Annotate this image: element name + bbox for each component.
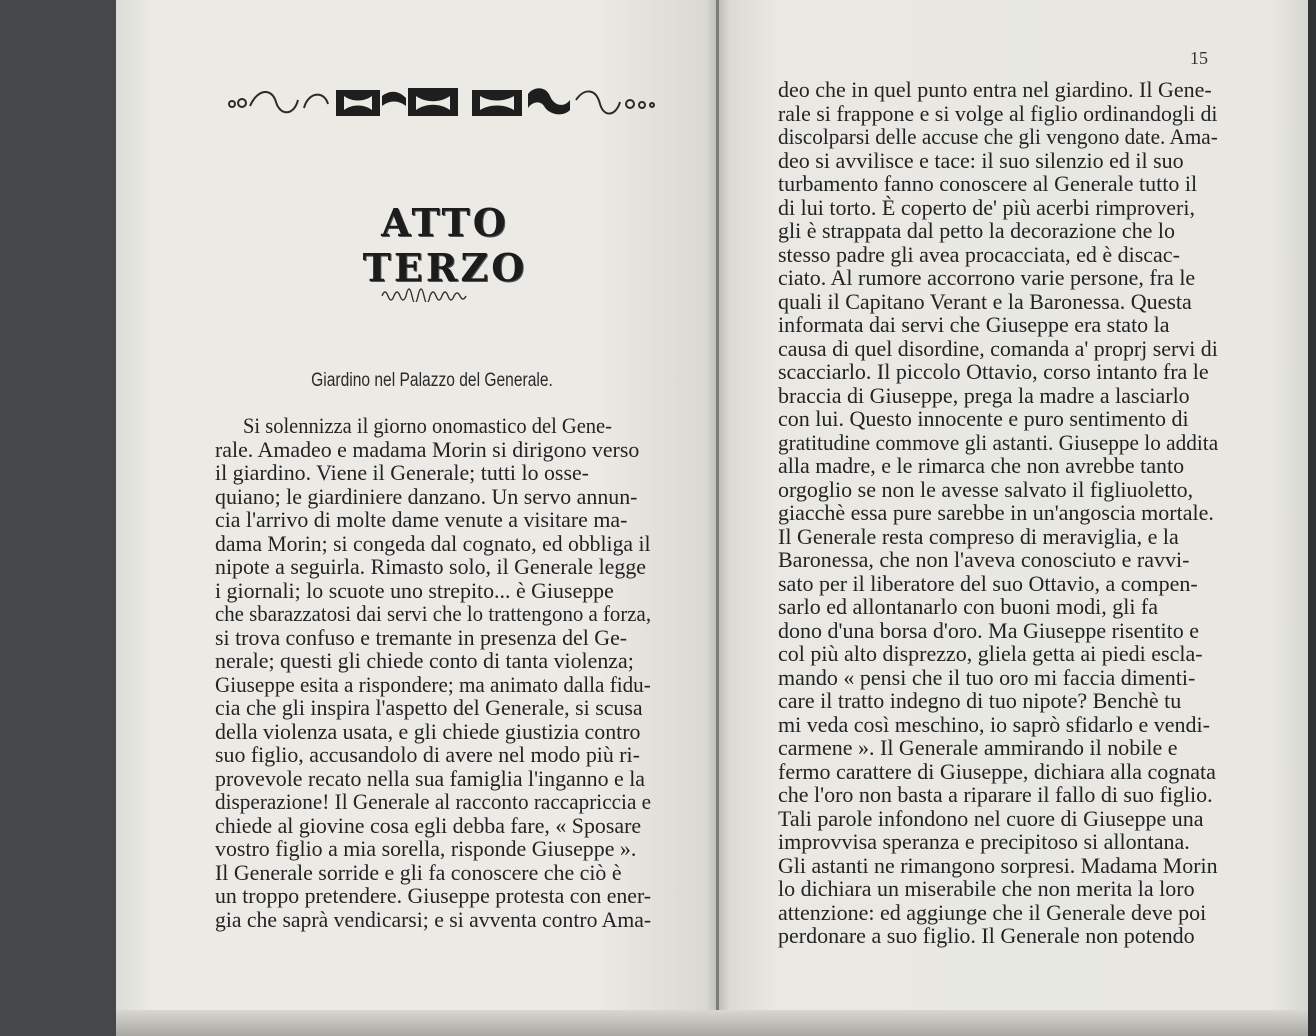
text-line: vostro figlio a mia sorella, risponde Giuseppe ». xyxy=(215,836,637,861)
text-line: alla madre, e le rimarca che non avrebbe tanto xyxy=(778,453,1185,478)
text-line: il giardino. Viene il Generale; tutti lo osse- xyxy=(215,460,589,485)
text-line: scacciarlo. Il piccolo Ottavio, corso intanto fra le xyxy=(778,359,1209,384)
text-line: con lui. Questo innocente e puro sentimento di xyxy=(778,406,1189,431)
text-line: sato per il liberatore del suo Ottavio, a compen- xyxy=(778,570,1198,596)
left-page-text xyxy=(215,414,653,931)
text-line: carmene ». Il Generale ammirando il nobile e xyxy=(778,735,1178,760)
scene-setting: Giardino nel Palazzo del Generale. xyxy=(311,370,553,391)
page-number: 15 xyxy=(1190,48,1208,68)
text-line: informata dai servi che Giuseppe era stato la xyxy=(778,312,1170,337)
text-line: dono d'una borsa d'oro. Ma Giuseppe risentito e xyxy=(778,617,1199,643)
decorative-header-ornament xyxy=(224,78,656,126)
text-line: suo figlio, accusandolo di avere nel modo più ri- xyxy=(215,742,640,767)
text-line: Gli astanti ne rimangono sorpresi. Madama Morin xyxy=(778,852,1218,878)
text-line: chiede al giovine cosa egli debba fare, « Sposare xyxy=(215,812,642,838)
text-line: improvvisa speranza e precipitoso si allontana. xyxy=(778,829,1190,854)
text-line: gratitudine commove gli astanti. Giuseppe lo addita xyxy=(778,429,1219,455)
text-line: mando « pensi che il tuo oro mi faccia dimenti- xyxy=(778,664,1196,690)
text-line: nerale; questi gli chiede conto di tanta violenza; xyxy=(215,648,634,673)
text-line: quali il Capitano Verant e la Baronessa. Questa xyxy=(778,288,1192,314)
text-line: mi veda così meschino, io saprò sfidarlo e vendi- xyxy=(778,711,1210,737)
text-line: Giuseppe esita a rispondere; ma animato dalla fidu- xyxy=(215,671,651,697)
text-line: dama Morin; si congeda dal cognato, ed obbliga il xyxy=(215,530,651,556)
decorative-squiggle xyxy=(380,284,490,302)
text-line: cia l'arrivo di molte dame venute a visitare ma- xyxy=(215,507,628,532)
text-line: un troppo pretendere. Giuseppe protesta con ener- xyxy=(215,883,652,908)
act-title: ATTO TERZO xyxy=(362,200,528,290)
text-line: giacchè essa pure sarebbe in un'angoscia mortale. xyxy=(778,500,1214,525)
text-line: nipote a seguirla. Rimasto solo, il Generale legge xyxy=(215,554,647,579)
text-line: Il Generale sorride e gli fa conoscere che ciò è xyxy=(215,859,622,885)
text-line: Tali parole infondono nel cuore di Giuseppe una xyxy=(778,805,1204,831)
text-line: deo si avvilisce e tace: il suo silenzio ed il suo xyxy=(778,147,1184,173)
page-bottom-edge xyxy=(116,1010,1308,1036)
text-line: perdonare a suo figlio. Il Generale non potendo xyxy=(778,923,1195,948)
text-line: lo dichiara un miserabile che non merita la loro xyxy=(778,876,1195,901)
text-line: deo che in quel punto entra nel giardino. Il Gene- xyxy=(778,77,1212,102)
text-line: provevole recato nella sua famiglia l'inganno e la xyxy=(215,765,646,791)
text-line: Baronessa, che non l'aveva conosciuto e ravvi- xyxy=(778,547,1190,572)
text-line: gli è strappata dal petto la decorazione che lo xyxy=(778,218,1176,243)
text-line: orgoglio se non le avesse salvato il figliuoletto, xyxy=(778,476,1194,502)
text-line: ciato. Al rumore accorrono varie persone, fra le xyxy=(778,265,1196,290)
text-line: sarlo ed allontanarlo con buoni modi, gli fa xyxy=(778,594,1159,619)
text-line: di lui torto. È coperto de' più acerbi rimproveri, xyxy=(778,194,1195,220)
text-line: turbamento fanno conoscere al Generale tutto il xyxy=(778,171,1198,196)
text-line: rale si frappone e si volge al figlio ordinandogli di xyxy=(778,100,1218,126)
book-binding xyxy=(0,0,118,1036)
right-page-text xyxy=(778,78,1218,948)
text-line: col più alto disprezzo, gliela getta ai piedi escla- xyxy=(778,641,1203,666)
text-line: quiano; le giardiniere danzano. Un servo annun- xyxy=(215,483,638,509)
text-line: che l'oro non basta a riparare il fallo di suo figlio. xyxy=(778,782,1213,807)
text-line: cia che gli inspira l'aspetto del Generale, si scusa xyxy=(215,695,643,720)
text-line: discolparsi delle accuse che gli vengono date. Ama- xyxy=(778,124,1218,149)
text-line: Il Generale resta compreso di meraviglia, e la xyxy=(778,523,1179,549)
text-line: care il tratto indegno di tuo nipote? Benchè tu xyxy=(778,688,1182,713)
text-line: disperazione! Il Generale al racconto raccapriccia e xyxy=(215,789,652,814)
text-line: si trova confuso e tremante in presenza del Ge- xyxy=(215,624,628,650)
text-line: stesso padre gli avea procacciata, ed è discac- xyxy=(778,241,1180,267)
text-line: braccia di Giuseppe, prega la madre a lasciarlo xyxy=(778,382,1190,408)
text-line: attenzione: ed aggiunge che il Generale deve poi xyxy=(778,899,1207,925)
text-line: che sbarazzatosi dai servi che lo trattengono a forza, xyxy=(215,601,652,626)
text-line: Si solennizza il giorno onomastico del Gene- xyxy=(243,413,612,438)
text-line: i giornali; lo scuote uno strepito... è Giuseppe xyxy=(215,577,614,603)
text-line: rale. Amadeo e madama Morin si dirigono verso xyxy=(215,436,640,462)
page-gutter xyxy=(716,0,719,1036)
text-line: causa di quel disordine, comanda a' proprj servi di xyxy=(778,335,1218,361)
text-line: fermo carattere di Giuseppe, dichiara alla cognata xyxy=(778,758,1216,784)
text-line: della violenza usata, e gli chiede giustizia contro xyxy=(215,718,641,744)
text-line: gia che saprà vendicarsi; e si avventa contro Ama- xyxy=(215,906,652,932)
